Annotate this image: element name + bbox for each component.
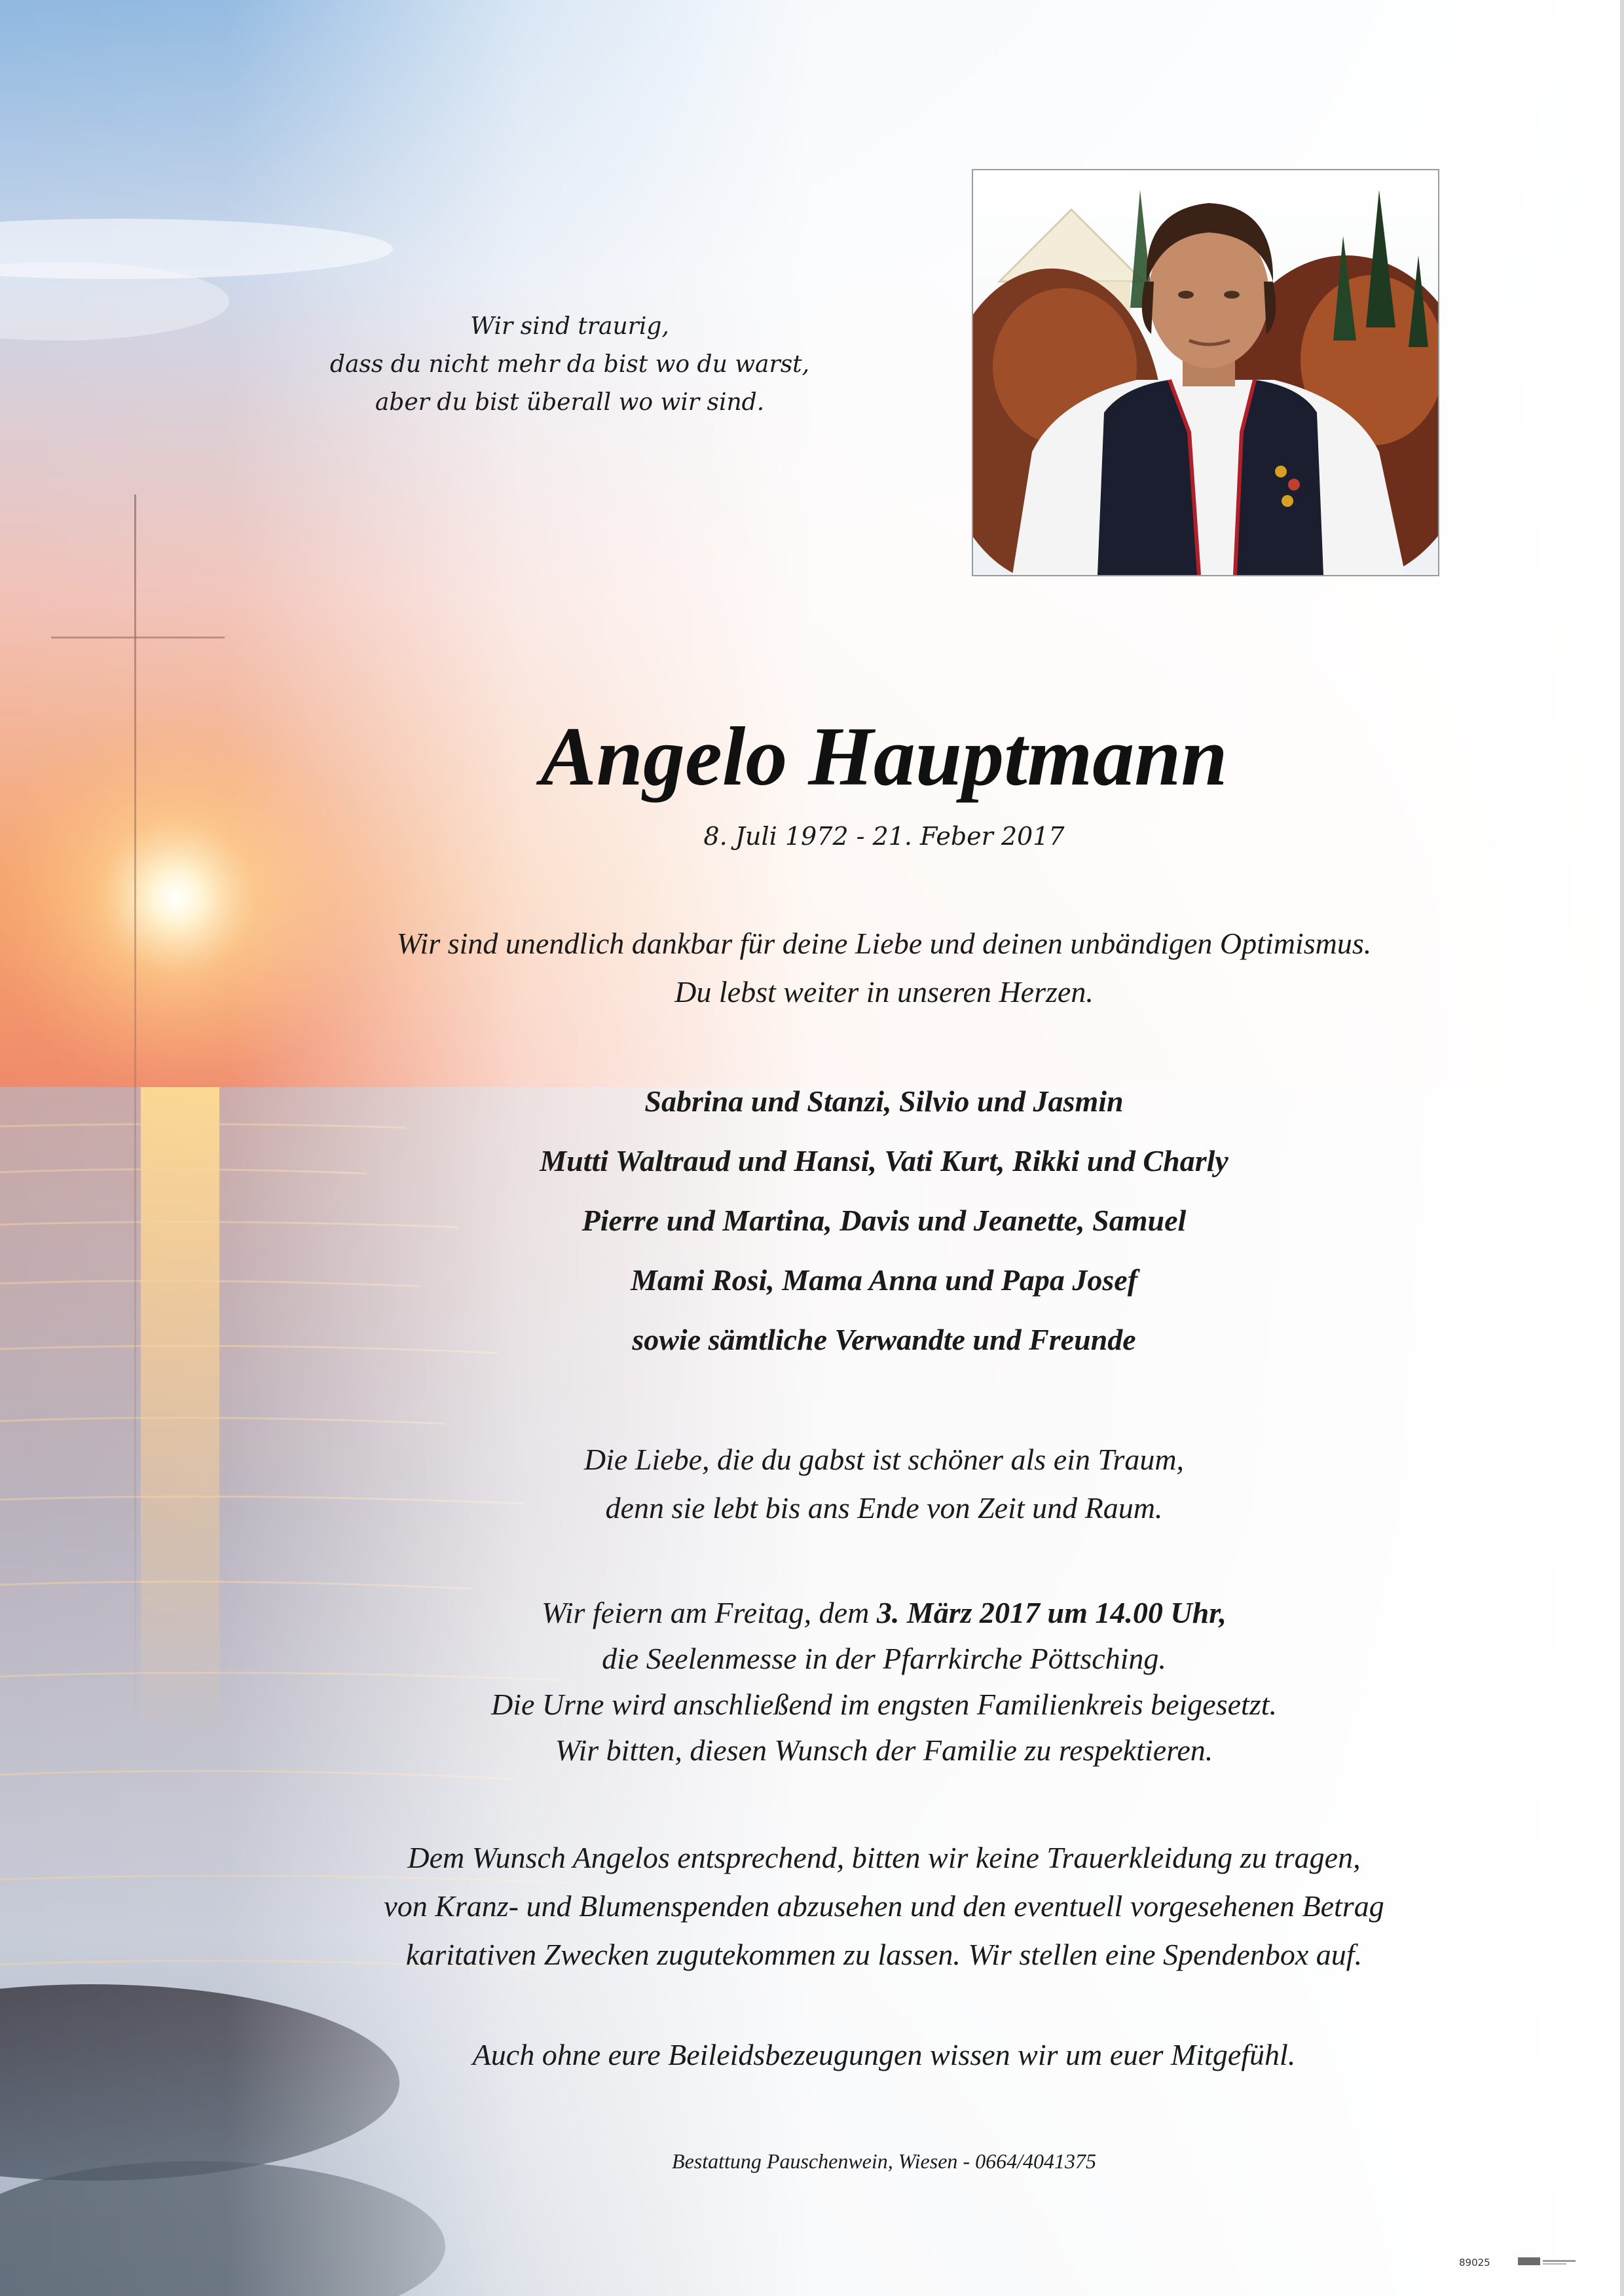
mourner-line: Pierre und Martina, Davis und Jeanette, Samuel bbox=[581, 1204, 1187, 1237]
scan-edge bbox=[1620, 0, 1624, 2296]
service-details bbox=[327, 1590, 1441, 1773]
undertaker-credit bbox=[485, 2147, 1283, 2176]
request-line: von Kranz- und Blumenspenden abzusehen und den eventuell vorgesehenen Betrag bbox=[384, 1889, 1384, 1923]
request-line: Dem Wunsch Angelos entsprechend, bitten wir keine Trauerkleidung zu tragen, bbox=[407, 1841, 1361, 1874]
opening-quote bbox=[301, 308, 838, 422]
life-dates: 8. Juli 1972 - 21. Feber 2017 bbox=[703, 822, 1065, 851]
opening-quote-line: aber du bist überall wo wir sind. bbox=[375, 389, 765, 416]
mourner-line: Mutti Waltraud und Hansi, Vati Kurt, Rikki und Charly bbox=[540, 1144, 1228, 1177]
service-date-line bbox=[327, 1590, 1441, 1636]
undertaker-line: Bestattung Pauschenwein, Wiesen - 0664/4041375 bbox=[672, 2149, 1096, 2173]
urn-burial-note: Die Urne wird anschließend im engsten Familienkreis beigesetzt. bbox=[490, 1688, 1278, 1721]
donation-request bbox=[275, 1834, 1493, 1979]
cross-bar bbox=[51, 637, 225, 639]
service-intro: Wir feiern am Freitag, dem bbox=[541, 1596, 877, 1629]
gratitude-text bbox=[288, 919, 1480, 1016]
opening-quote-line: Wir sind traurig, bbox=[470, 313, 669, 340]
poem-line: denn sie lebt bis ans Ende von Zeit und Raum. bbox=[605, 1491, 1163, 1525]
mourner-line: Mami Rosi, Mama Anna und Papa Josef bbox=[630, 1263, 1138, 1297]
opening-quote-line: dass du nicht mehr da bist wo du warst, bbox=[329, 351, 810, 378]
printer-logo-icon bbox=[1518, 2255, 1577, 2267]
deceased-name: Angelo Hauptmann bbox=[540, 710, 1228, 803]
gratitude-line: Wir sind unendlich dankbar für deine Liebe und deinen unbändigen Optimismus. bbox=[396, 927, 1372, 960]
request-line: karitativen Zwecken zugutekommen zu lassen. Wir stellen eine Spendenbox auf. bbox=[405, 1938, 1363, 1971]
portrait-photo bbox=[972, 169, 1439, 576]
service-location: die Seelenmesse in der Pfarrkirche Pöttsching. bbox=[602, 1642, 1166, 1675]
poem-line: Die Liebe, die du gabst ist schöner als ein Traum, bbox=[583, 1443, 1185, 1476]
service-date-time: 3. März 2017 um 14.00 Uhr, bbox=[876, 1596, 1227, 1629]
cross-icon bbox=[134, 494, 136, 1739]
family-wish-note: Wir bitten, diesen Wunsch der Familie zu respektieren. bbox=[555, 1733, 1213, 1767]
sympathy-line: Auch ohne eure Beileidsbezeugungen wissen wir um euer Mitgefühl. bbox=[472, 2038, 1296, 2071]
print-code: 89025 bbox=[1459, 2257, 1490, 2268]
mourner-line: sowie sämtliche Verwandte und Freunde bbox=[632, 1323, 1136, 1356]
memorial-poem bbox=[419, 1435, 1349, 1532]
mourner-line: Sabrina und Stanzi, Silvio und Jasmin bbox=[644, 1084, 1124, 1118]
gratitude-line: Du lebst weiter in unseren Herzen. bbox=[674, 975, 1094, 1009]
sympathy-note bbox=[288, 2035, 1480, 2075]
mourners-list bbox=[354, 1071, 1414, 1369]
